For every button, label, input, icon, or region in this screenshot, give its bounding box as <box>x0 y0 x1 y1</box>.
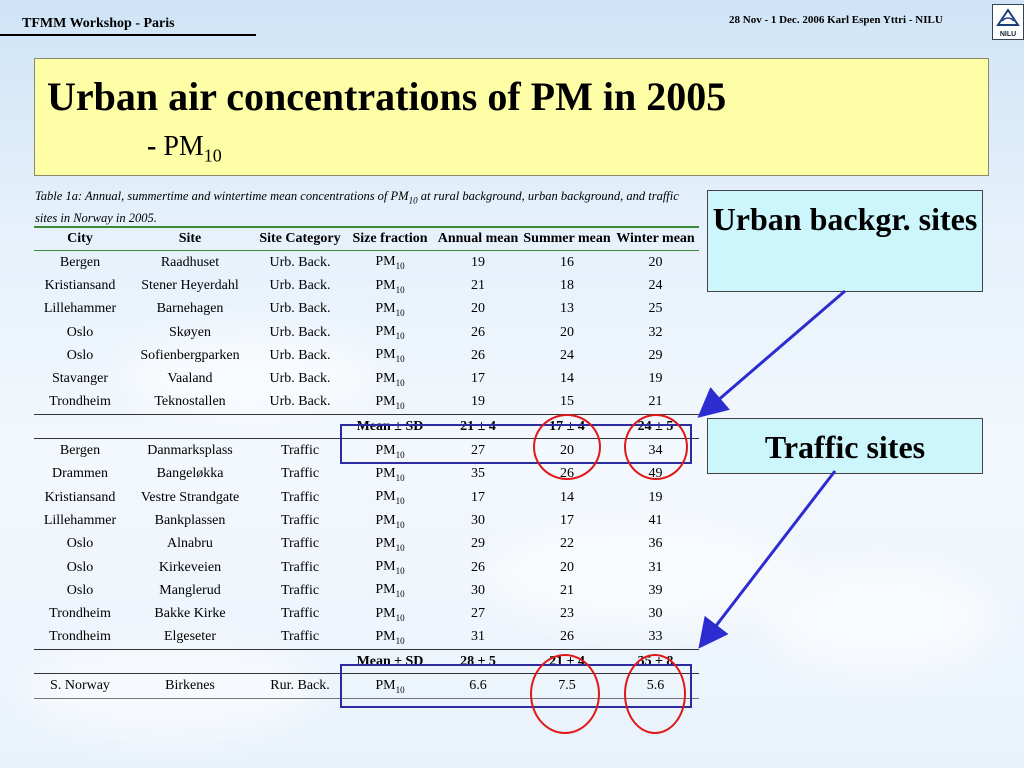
category-cell: Urb. Back. <box>269 254 331 270</box>
annual-mean-cell: 21 ± 4 <box>434 415 522 439</box>
pm-index: 10 <box>395 354 405 365</box>
annual-cell: 30 <box>471 582 485 598</box>
city-cell: S. Norway <box>34 674 126 698</box>
annual-cell: 17 <box>471 371 485 387</box>
winter-cell: 19 <box>648 489 663 505</box>
summer-cell: 14 <box>560 371 574 387</box>
winter-cell: 20 <box>648 254 663 270</box>
site-cell: Bankplassen <box>154 512 226 528</box>
column-header: City <box>34 227 126 251</box>
traffic-arrow <box>702 471 835 644</box>
category-cell: Traffic <box>280 489 320 505</box>
category-cell: Urb. Back. <box>269 324 331 340</box>
site-cell: Birkenes <box>126 674 254 698</box>
category-cell: Urb. Back. <box>269 394 331 410</box>
subtitle-dash: - <box>147 131 157 162</box>
logo-text: NILU <box>999 31 1017 38</box>
category-cell: Traffic <box>280 443 320 459</box>
category-cell: Traffic <box>280 629 320 645</box>
winter-cell: 5.6 <box>612 674 699 698</box>
site-cell: Bakke Kirke <box>154 606 226 622</box>
annual-cell: 30 <box>471 512 485 528</box>
city-cell: Drammen <box>52 466 108 482</box>
pm-index: 10 <box>395 565 405 576</box>
category-cell: Traffic <box>280 512 320 528</box>
date-author: 28 Nov - 1 Dec. 2006 Karl Espen Yttri - NILU <box>729 14 943 26</box>
annual-cell: 35 <box>471 466 485 482</box>
summer-cell: 20 <box>560 443 574 459</box>
winter-cell: 36 <box>648 536 663 552</box>
pm-label: PM <box>375 277 396 293</box>
summer-cell: 21 <box>560 582 574 598</box>
column-header: Size fraction <box>346 227 434 251</box>
city-cell: Oslo <box>66 559 94 575</box>
traffic-sites-label: Traffic sites <box>707 418 983 474</box>
summer-cell: 7.5 <box>522 674 612 698</box>
pm-index: 10 <box>395 684 405 695</box>
winter-cell: 39 <box>648 582 663 598</box>
winter-cell: 31 <box>648 559 663 575</box>
site-cell: Danmarksplass <box>147 443 233 459</box>
winter-cell: 25 <box>648 301 663 317</box>
winter-cell: 49 <box>648 466 663 482</box>
summer-cell: 15 <box>560 394 574 410</box>
pm-label: PM <box>375 465 396 481</box>
pm-index: 10 <box>395 589 405 600</box>
column-header: Site <box>126 227 254 251</box>
summer-cell: 17 <box>560 512 574 528</box>
pm-index: 10 <box>395 472 405 483</box>
city-cell: Stavanger <box>52 371 108 387</box>
site-cell: Vaaland <box>167 371 213 387</box>
column-header: Site Category <box>254 227 346 251</box>
city-cell: Trondheim <box>49 606 111 622</box>
pm-label: PM <box>375 442 396 458</box>
annual-cell: 26 <box>471 324 485 340</box>
annual-cell: 27 <box>471 606 485 622</box>
caption-text-tail: at rural background, urban background, and traffic sites in Norway in 2005. <box>35 189 679 225</box>
pm-index: 10 <box>395 284 405 295</box>
site-cell: Bangeløkka <box>156 466 224 482</box>
city-cell: Trondheim <box>49 629 111 645</box>
annual-cell: 27 <box>471 443 485 459</box>
site-cell: Vestre Strandgate <box>140 489 240 505</box>
pm-label: PM <box>375 605 396 621</box>
winter-cell: 24 <box>648 277 663 293</box>
city-cell: Kristiansand <box>44 277 116 293</box>
city-cell: Oslo <box>66 536 94 552</box>
city-cell: Oslo <box>66 582 94 598</box>
site-cell: Teknostallen <box>154 394 226 410</box>
summer-cell: 24 <box>560 347 574 363</box>
annual-mean-cell: 28 ± 5 <box>434 650 522 674</box>
slide-title: Urban air concentrations of PM in 2005 <box>47 74 727 119</box>
city-cell: Bergen <box>59 254 101 270</box>
site-cell: Alnabru <box>167 536 213 552</box>
site-cell: Stener Heyerdahl <box>141 277 239 293</box>
pm-label: PM <box>375 254 396 270</box>
category-cell: Rur. Back. <box>254 674 346 698</box>
pm-index: 10 <box>395 612 405 623</box>
winter-mean-cell: 24 ± 5 <box>612 415 699 439</box>
mean-label-cell: Mean ± SD <box>346 650 434 674</box>
summer-cell: 22 <box>560 536 574 552</box>
column-header: Annual mean <box>434 227 522 251</box>
column-header: Summer mean <box>522 227 612 251</box>
pm-label: PM <box>375 300 396 316</box>
category-cell: Urb. Back. <box>269 347 331 363</box>
subtitle-pm-index: 10 <box>203 145 222 166</box>
category-cell: Traffic <box>280 466 320 482</box>
pm-label: PM <box>375 629 396 644</box>
category-cell: Traffic <box>280 559 320 575</box>
winter-cell: 32 <box>648 324 663 340</box>
winter-cell: 29 <box>648 347 663 363</box>
pm-index: 10 <box>395 519 405 530</box>
category-cell: Traffic <box>280 606 320 622</box>
summer-cell: 13 <box>560 301 574 317</box>
annual-cell: 19 <box>471 394 485 410</box>
pm-index: 10 <box>395 400 405 411</box>
pm-index: 10 <box>395 496 405 507</box>
city-cell: Oslo <box>66 347 94 363</box>
winter-cell: 21 <box>648 394 663 410</box>
pm-label: PM <box>375 559 396 575</box>
category-cell: Urb. Back. <box>269 301 331 317</box>
city-cell: Lillehammer <box>43 512 117 528</box>
pm-index: 10 <box>395 449 405 460</box>
pm-label: PM <box>375 324 396 340</box>
category-cell: Traffic <box>280 536 320 552</box>
annual-cell: 6.6 <box>434 674 522 698</box>
summer-cell: 14 <box>560 489 574 505</box>
annual-cell: 19 <box>471 254 485 270</box>
pm-label: PM <box>375 489 396 505</box>
category-cell: Urb. Back. <box>269 371 331 387</box>
annual-cell: 17 <box>471 489 485 505</box>
annual-cell: 26 <box>471 559 485 575</box>
pm-label: PM <box>375 347 396 363</box>
pm-index: 10 <box>395 307 405 318</box>
summer-cell: 18 <box>560 277 574 293</box>
summer-cell: 23 <box>560 606 574 622</box>
pm-index: 10 <box>395 330 405 341</box>
site-cell: Elgeseter <box>163 629 217 645</box>
winter-cell: 19 <box>648 371 663 387</box>
pm-index: 10 <box>395 261 405 272</box>
winter-cell: 34 <box>648 443 663 459</box>
city-cell: Kristiansand <box>44 489 116 505</box>
pm-label: PM <box>375 370 396 386</box>
summer-cell: 26 <box>560 466 574 482</box>
summer-cell: 20 <box>560 559 574 575</box>
pm-label: PM <box>375 535 396 551</box>
city-cell: Bergen <box>59 443 101 459</box>
urban-arrow <box>702 291 845 414</box>
category-cell: Traffic <box>280 582 320 598</box>
site-cell: Raadhuset <box>160 254 220 270</box>
pm-label: PM <box>375 677 396 693</box>
annual-cell: 29 <box>471 536 485 552</box>
pm-index: 10 <box>395 635 405 646</box>
site-cell: Barnehagen <box>156 301 224 317</box>
site-cell: Sofienbergparken <box>140 347 240 363</box>
caption-subscript: 10 <box>408 195 418 206</box>
annual-cell: 26 <box>471 347 485 363</box>
summer-mean-cell: 21 ± 4 <box>522 650 612 674</box>
category-cell: Urb. Back. <box>269 277 331 293</box>
city-cell: Trondheim <box>49 394 111 410</box>
urban-background-label: Urban backgr. sites <box>707 190 983 292</box>
summer-cell: 20 <box>560 324 574 340</box>
workshop-title: TFMM Workshop - Paris <box>22 16 175 31</box>
annual-cell: 21 <box>471 277 485 293</box>
site-cell: Skøyen <box>169 324 211 340</box>
mean-label-cell: Mean ± SD <box>346 415 434 439</box>
column-header: Winter mean <box>612 227 699 251</box>
pm-label: PM <box>375 582 396 598</box>
winter-cell: 30 <box>648 606 663 622</box>
annual-cell: 31 <box>471 629 485 645</box>
city-cell: Lillehammer <box>43 301 117 317</box>
site-cell: Kirkeveien <box>158 559 222 575</box>
pm-index: 10 <box>395 542 405 553</box>
site-cell: Manglerud <box>159 582 221 598</box>
summer-mean-cell: 17 ± 4 <box>522 415 612 439</box>
winter-mean-cell: 35 ± 8 <box>612 650 699 674</box>
summer-cell: 16 <box>560 254 574 270</box>
caption-text: Table 1a: Annual, summertime and wintertime mean concentrations of PM <box>35 189 409 203</box>
winter-cell: 41 <box>648 512 663 528</box>
pm-index: 10 <box>395 377 405 388</box>
winter-cell: 33 <box>648 629 663 645</box>
city-cell: Oslo <box>66 324 94 340</box>
annual-cell: 20 <box>471 301 485 317</box>
pm-label: PM <box>375 394 396 410</box>
summer-cell: 26 <box>560 629 574 645</box>
subtitle-pm: PM <box>163 131 204 162</box>
pm-label: PM <box>375 512 396 528</box>
